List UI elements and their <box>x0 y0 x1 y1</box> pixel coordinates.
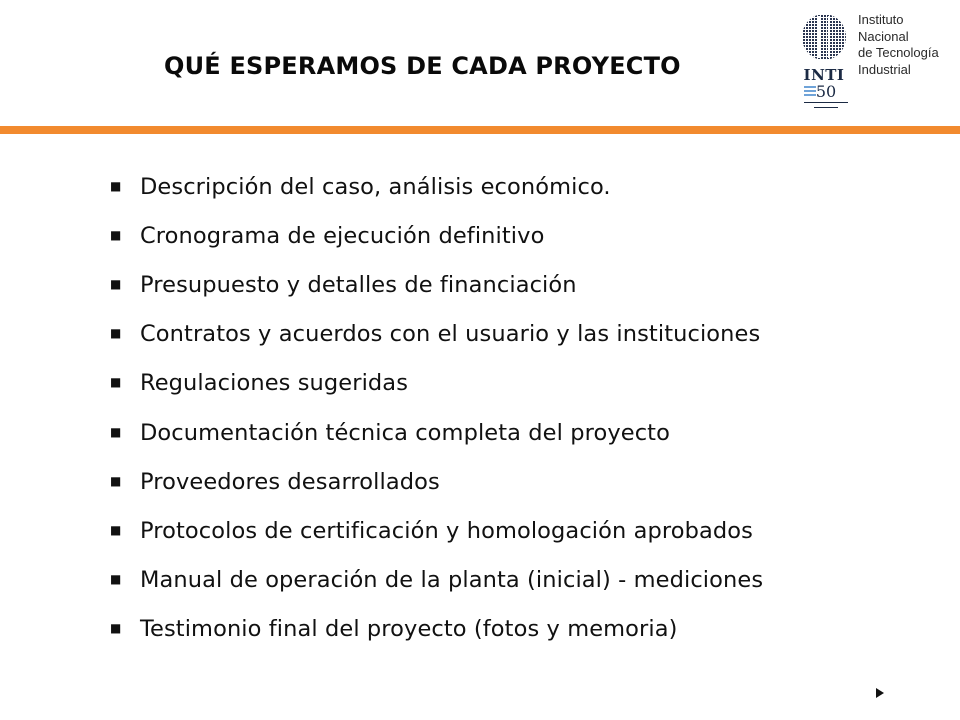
square-bullet-icon: ■ <box>110 522 122 537</box>
bullet-text: Presupuesto y detalles de financiación <box>140 271 577 298</box>
list-item <box>110 506 763 555</box>
square-bullet-icon: ■ <box>110 473 122 488</box>
anniversary-number: 50 <box>815 82 837 101</box>
inti-grid-emblem-icon <box>800 12 848 62</box>
list-item <box>110 162 763 211</box>
list-item <box>110 359 763 408</box>
anniversary-badge <box>802 82 850 112</box>
slide-title: QUÉ ESPERAMOS DE CADA PROYECTO <box>164 52 681 80</box>
square-bullet-icon: ■ <box>110 572 122 587</box>
logo-name-line: Industrial <box>858 61 911 77</box>
bullet-text: Manual de operación de la planta (inicial) - mediciones <box>140 567 764 594</box>
square-bullet-icon: ■ <box>110 227 122 242</box>
square-bullet-icon: ■ <box>110 424 122 439</box>
bullet-text: Contratos y acuerdos con el usuario y las instituciones <box>140 321 761 348</box>
logo-name-line: de Tecnología <box>858 45 939 60</box>
logo-name-line: Nacional <box>858 28 909 44</box>
square-bullet-icon: ■ <box>110 178 122 193</box>
logo-name-line: Instituto <box>858 12 904 27</box>
square-bullet-icon: ■ <box>110 621 122 636</box>
play-arrow-icon[interactable] <box>876 688 884 698</box>
list-item <box>110 260 763 309</box>
bullet-text: Documentación técnica completa del proyecto <box>140 419 670 446</box>
bullet-text: Protocolos de certificación y homologación aprobados <box>140 517 753 544</box>
anniversary-stripes-icon <box>802 82 850 112</box>
list-item <box>110 556 763 605</box>
bullet-list <box>110 162 763 654</box>
header-divider <box>0 126 960 134</box>
bullet-text: Proveedores desarrollados <box>140 468 440 495</box>
list-item <box>110 457 763 506</box>
inti-logo <box>792 6 939 116</box>
logo-institution-name <box>858 12 939 78</box>
bullet-text: Descripción del caso, análisis económico. <box>140 173 611 200</box>
bullet-text: Cronograma de ejecución definitivo <box>140 222 545 249</box>
square-bullet-icon: ■ <box>110 276 122 291</box>
list-item <box>110 605 763 654</box>
square-bullet-icon: ■ <box>110 375 122 390</box>
bullet-text: Regulaciones sugeridas <box>140 370 409 397</box>
list-item <box>110 408 763 457</box>
square-bullet-icon: ■ <box>110 326 122 341</box>
logo-abbreviation: INTI <box>803 66 845 84</box>
list-item <box>110 310 763 359</box>
list-item <box>110 211 763 260</box>
bullet-text: Testimonio final del proyecto (fotos y memoria) <box>140 616 678 643</box>
